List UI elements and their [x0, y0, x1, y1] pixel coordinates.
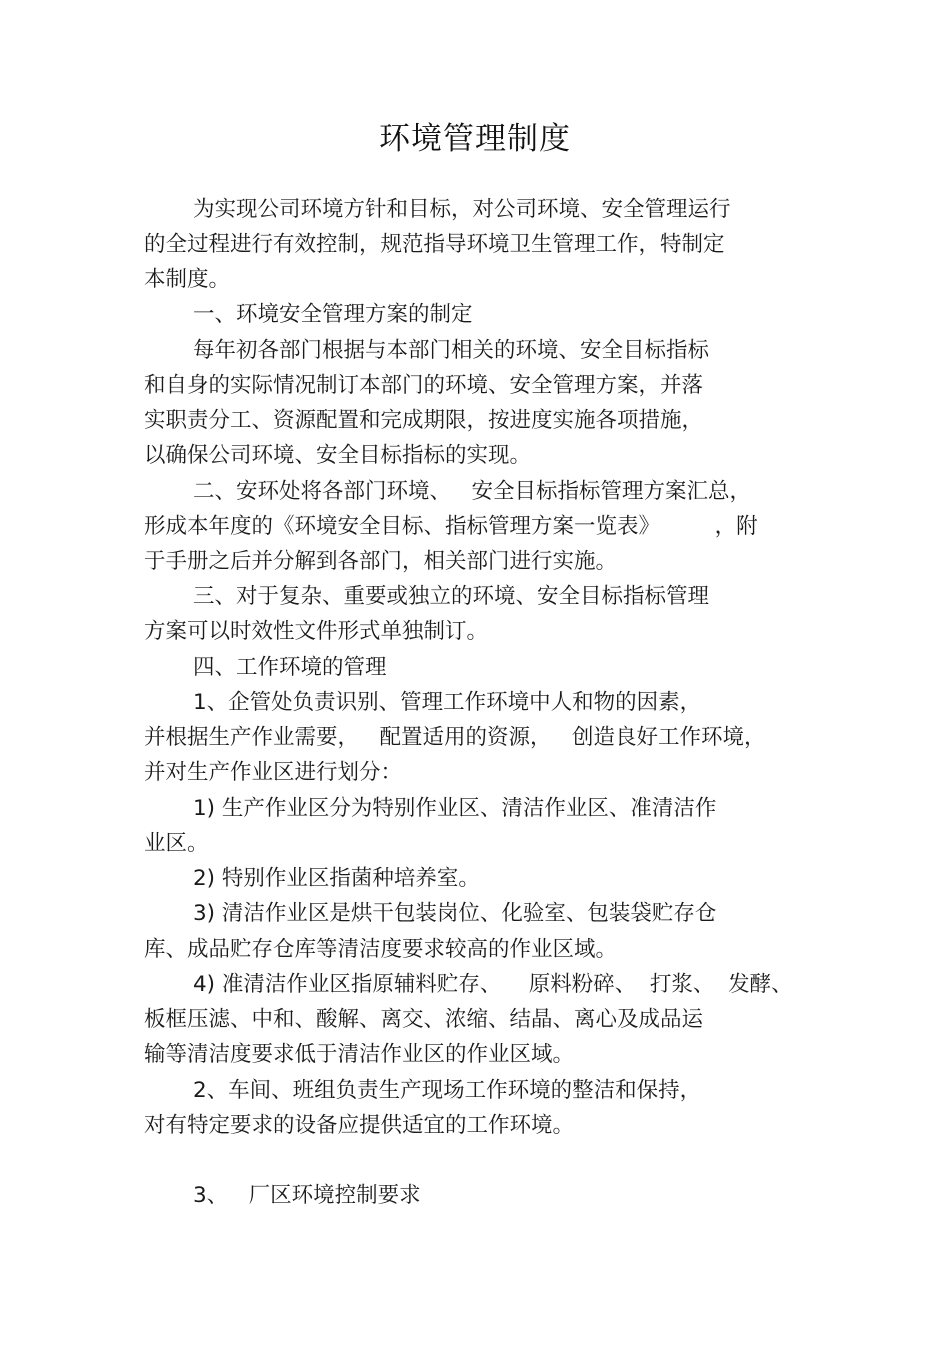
paragraph-line: 形成本年度的《环境安全目标、指标管理方案一览表》 ，附	[144, 514, 758, 539]
list-item-line: 板框压滤、中和、酸解、离交、浓缩、结晶、离心及成品运	[144, 1007, 704, 1032]
list-item-line: 业区。	[144, 831, 209, 856]
section-heading: 四、工作环境的管理	[193, 655, 387, 680]
list-item-line: 2) 特别作业区指菌种培养室。	[193, 866, 480, 891]
paragraph-line: 于手册之后并分解到各部门，相关部门进行实施。	[144, 549, 618, 574]
paragraph-line: 并对生产作业区进行划分：	[144, 760, 403, 785]
paragraph-line: 三、对于复杂、重要或独立的环境、安全目标指标管理	[193, 584, 710, 609]
section-heading: 3、 厂区环境控制要求	[193, 1183, 421, 1208]
list-item-line: 4) 准清洁作业区指原辅料贮存、 原料粉碎、 打浆、 发酵、	[193, 972, 793, 997]
paragraph-line: 对有特定要求的设备应提供适宜的工作环境。	[144, 1113, 575, 1138]
list-item-line: 3) 清洁作业区是烘干包装岗位、化验室、包装袋贮存仓	[193, 901, 717, 926]
document-title: 环境管理制度	[379, 121, 571, 157]
paragraph-line: 和自身的实际情况制订本部门的环境、安全管理方案，并落	[144, 373, 704, 398]
list-item-line: 1) 生产作业区分为特别作业区、清洁作业区、准清洁作	[193, 796, 717, 821]
list-item-line: 输等清洁度要求低于清洁作业区的作业区域。	[144, 1042, 575, 1067]
paragraph-line: 为实现公司环境方针和目标，对公司环境、安全管理运行	[193, 197, 731, 222]
paragraph-line: 本制度。	[144, 267, 231, 292]
paragraph-line: 1、企管处负责识别、管理工作环境中人和物的因素，	[193, 690, 702, 715]
paragraph-line: 每年初各部门根据与本部门相关的环境、安全目标指标	[193, 338, 710, 363]
paragraph-line: 以确保公司环境、安全目标指标的实现。	[144, 443, 532, 468]
paragraph-line: 2、车间、班组负责生产现场工作环境的整洁和保持，	[193, 1078, 702, 1103]
paragraph-line: 二、安环处将各部门环境、 安全目标指标管理方案汇总，	[193, 479, 752, 504]
section-heading: 一、环境安全管理方案的制定	[193, 302, 473, 327]
list-item-line: 库、成品贮存仓库等清洁度要求较高的作业区域。	[144, 937, 618, 962]
paragraph-line: 方案可以时效性文件形式单独制订。	[144, 619, 489, 644]
paragraph-line: 实职责分工、资源配置和完成期限，按进度实施各项措施，	[144, 408, 704, 433]
paragraph-line: 的全过程进行有效控制，规范指导环境卫生管理工作，特制定	[144, 232, 725, 257]
paragraph-line: 并根据生产作业需要， 配置适用的资源， 创造良好工作环境，	[144, 725, 766, 750]
